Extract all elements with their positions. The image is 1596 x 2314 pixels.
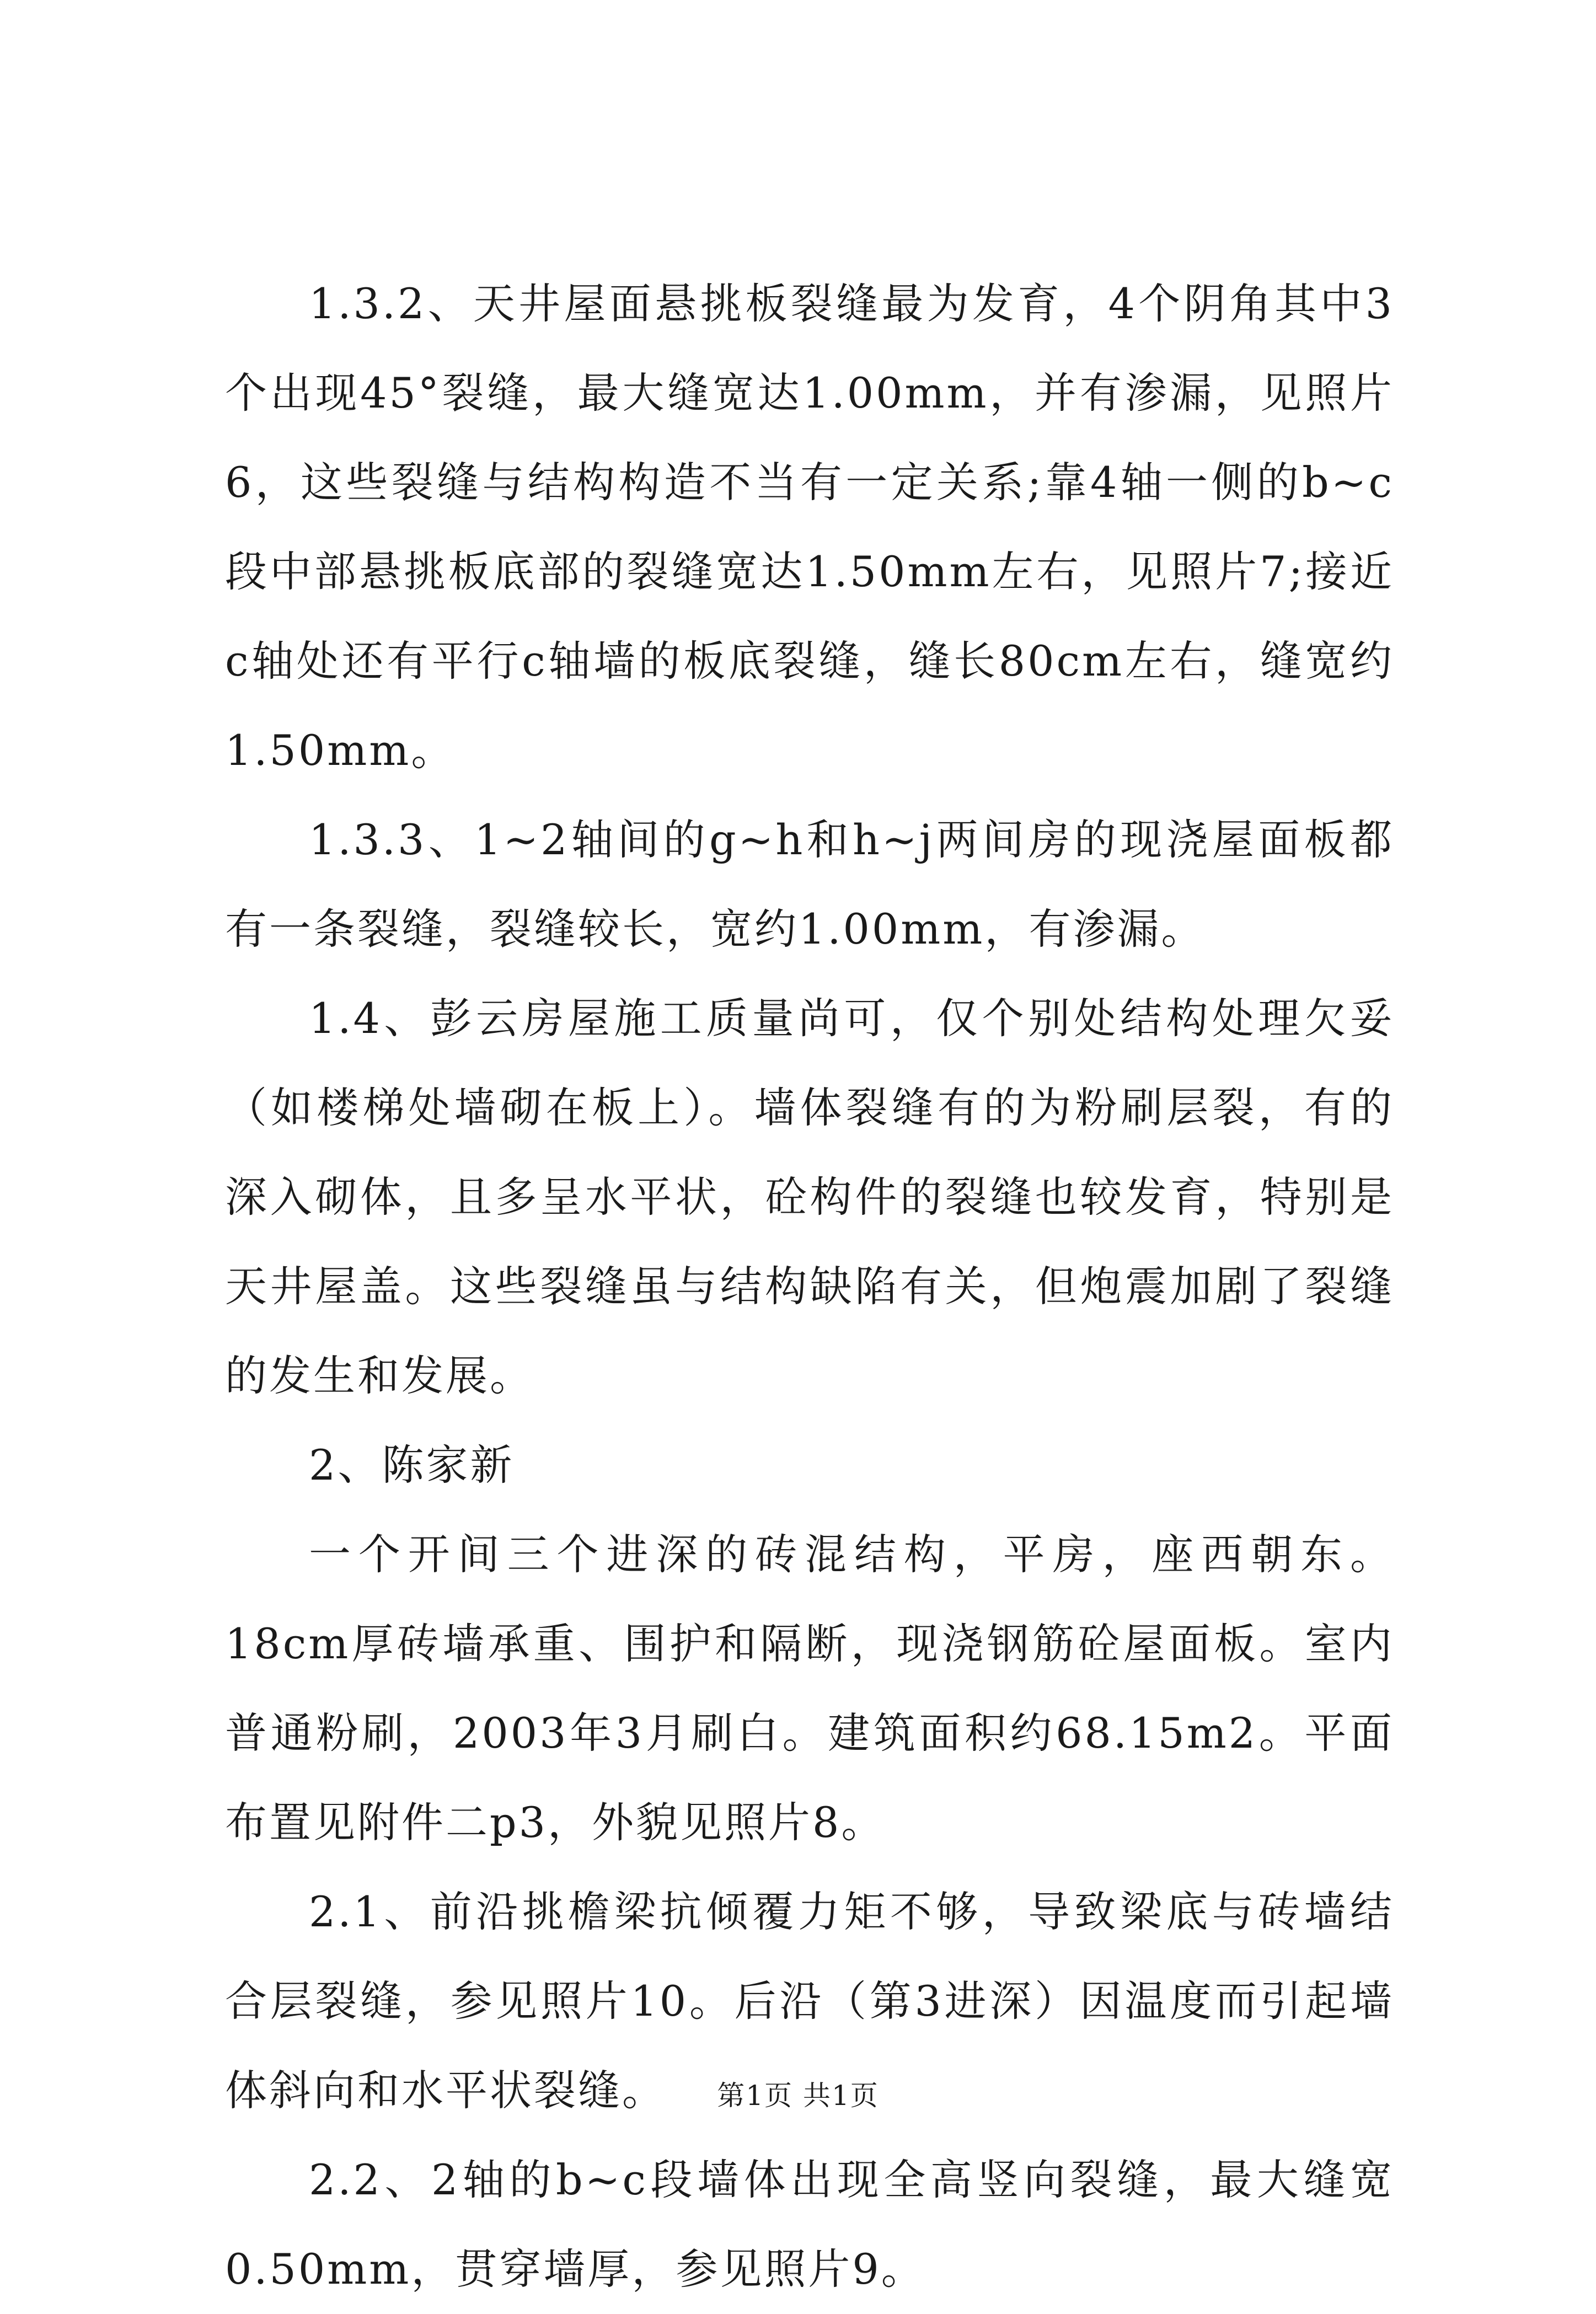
document-body	[225, 259, 1394, 2314]
paragraph-2-2: 2.2、2轴的b~c段墙体出现全高竖向裂缝，最大缝宽0.50mm，贯穿墙厚，参见照片9。	[225, 2155, 1394, 2294]
section-heading-2: 2、陈家新	[309, 1440, 515, 1490]
paragraph-1-3-3: 1.3.3、1~2轴间的g~h和h~j两间房的现浇屋面板都有一条裂缝，裂缝较长，宽约1.00mm，有渗漏。	[225, 815, 1394, 954]
paragraph-2-intro: 一个开间三个进深的砖混结构，平房，座西朝东。18cm厚砖墙承重、围护和隔断，现浇钢筋砼屋面板。室内普通粉刷，2003年3月刷白。建筑面积约68.15m2。平面布置见附件二p3，外貌见照片8。	[225, 1530, 1394, 1847]
page-footer: 第1页 共1页	[717, 2080, 879, 2112]
paragraph-1-3-2: 1.3.2、天井屋面悬挑板裂缝最为发育，4个阴角其中3个出现45°裂缝，最大缝宽达1.00mm，并有渗漏，见照片6，这些裂缝与结构构造不当有一定关系;靠4轴一侧的b~c段中部悬挑板底部的裂缝宽达1.50mm左右，见照片7;接近c轴处还有平行c轴墙的板底裂缝，缝长80cm左右，缝宽约1.50mm。	[225, 279, 1394, 775]
paragraph-2-1: 2.1、前沿挑檐梁抗倾覆力矩不够，导致梁底与砖墙结合层裂缝，参见照片10。后沿（第3进深）因温度而引起墙体斜向和水平状裂缝。	[225, 1887, 1394, 2115]
paragraph-1-4: 1.4、彭云房屋施工质量尚可，仅个别处结构处理欠妥（如楼梯处墙砌在板上）。墙体裂缝有的为粉刷层裂，有的深入砌体，且多呈水平状，砼构件的裂缝也较发育，特别是天井屋盖。这些裂缝虽与结构缺陷有关，但炮震加剧了裂缝的发生和发展。	[225, 994, 1394, 1400]
